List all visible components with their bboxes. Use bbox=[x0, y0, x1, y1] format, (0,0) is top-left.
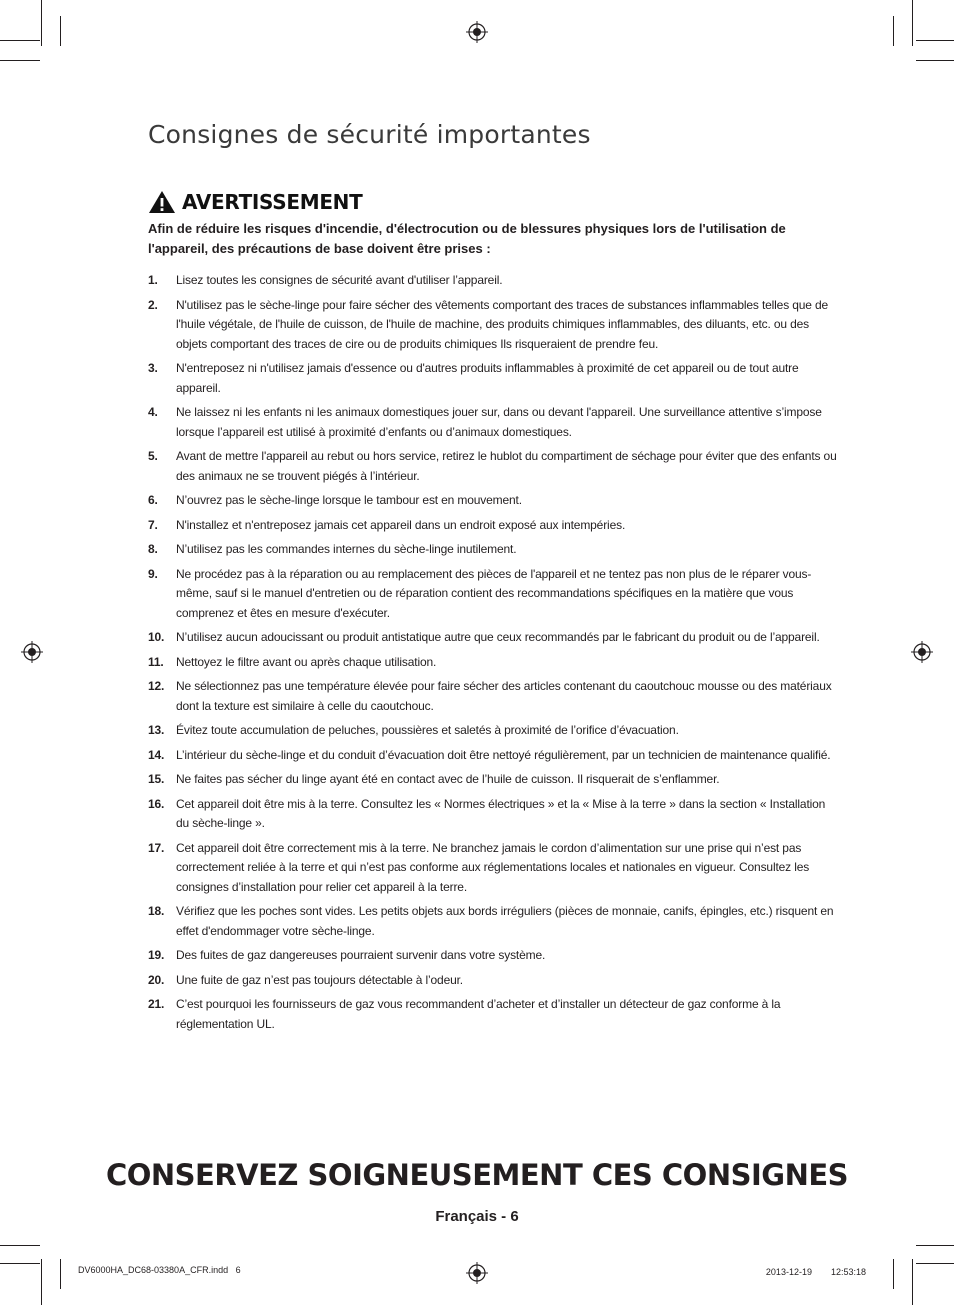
list-item bbox=[148, 403, 840, 442]
crop-mark-top-left-v2 bbox=[60, 16, 61, 46]
list-item-number: 4. bbox=[148, 405, 158, 419]
list-item bbox=[148, 359, 840, 398]
crop-mark-top-right-v2 bbox=[912, 0, 913, 46]
crop-mark-bottom-left-v2 bbox=[60, 1259, 61, 1289]
crop-mark-top-right-v bbox=[893, 16, 894, 46]
list-item bbox=[148, 839, 840, 898]
crop-mark-top-left-v bbox=[41, 0, 42, 46]
safety-rules-list bbox=[148, 271, 840, 1039]
list-item bbox=[148, 746, 840, 766]
list-item bbox=[148, 491, 840, 511]
list-item-number: 8. bbox=[148, 542, 158, 556]
list-item bbox=[148, 653, 840, 673]
list-item bbox=[148, 540, 840, 560]
print-slug-timestamp: 2013-12-19 12:53:18 bbox=[765, 1267, 866, 1277]
list-item-number: 14. bbox=[148, 747, 165, 762]
list-item bbox=[148, 296, 840, 355]
list-item-text: Ne sélectionnez pas une température élevée pour faire sécher des articles contenant du caoutchouc mousse ou des matériaux dont la texture est similaire à celle du caoutchouc. bbox=[176, 679, 832, 713]
list-item-number: 16. bbox=[148, 796, 165, 811]
list-item bbox=[148, 971, 840, 991]
crop-mark-bottom-right-v2 bbox=[912, 1259, 913, 1305]
list-item bbox=[148, 271, 840, 291]
list-item-number: 9. bbox=[148, 566, 158, 581]
list-item bbox=[148, 516, 840, 536]
list-item-number: 20. bbox=[148, 972, 165, 987]
list-item-number: 10. bbox=[148, 630, 165, 644]
list-item-number: 7. bbox=[148, 517, 158, 532]
registration-mark-icon bbox=[911, 641, 933, 663]
registration-mark-icon bbox=[466, 1262, 488, 1284]
list-item-number: 2. bbox=[148, 297, 158, 312]
list-item-text: N’utilisez pas les commandes internes du sèche-linge inutilement. bbox=[176, 542, 517, 556]
list-item-text: Évitez toute accumulation de peluches, poussières et saletés à proximité de l’orifice d’évacuation. bbox=[176, 723, 679, 737]
list-item-number: 5. bbox=[148, 449, 158, 463]
footer-banner: CONSERVEZ SOIGNEUSEMENT CES CONSIGNES bbox=[105, 1158, 849, 1192]
list-item bbox=[148, 770, 840, 790]
list-item-number: 21. bbox=[148, 997, 165, 1011]
list-item bbox=[148, 902, 840, 941]
crop-mark-bottom-right-h2 bbox=[916, 1263, 954, 1264]
list-item bbox=[148, 795, 840, 834]
list-item-number: 13. bbox=[148, 723, 165, 737]
list-item bbox=[148, 565, 840, 624]
print-slug-file: DV6000HA_DC68-03380A_CFR.indd 6 bbox=[78, 1265, 241, 1275]
warning-intro: Afin de réduire les risques d'incendie, d'électrocution ou de blessures physiques lors de l'utilisation de l'appareil, des précautions de base doivent être prises : bbox=[148, 221, 786, 256]
list-item bbox=[148, 447, 840, 486]
crop-mark-top-right-h bbox=[916, 40, 954, 41]
list-item-number: 1. bbox=[148, 273, 158, 287]
list-item-text: Lisez toutes les consignes de sécurité avant d'utiliser l’appareil. bbox=[176, 273, 503, 287]
warning-heading bbox=[148, 188, 362, 216]
list-item-number: 19. bbox=[148, 948, 165, 962]
list-item-number: 3. bbox=[148, 361, 158, 375]
list-item-text: Cet appareil doit être mis à la terre. Consultez les « Normes électriques » et la « Mise à la terre » dans la section « Installation du sèche-linge ». bbox=[176, 796, 826, 830]
list-item-text: Ne faites pas sécher du linge ayant été en contact avec de l’huile de cuisson. Il risquerait de s’enflammer. bbox=[176, 772, 720, 786]
list-item-text: Des fuites de gaz dangereuses pourraient survenir dans votre système. bbox=[176, 948, 546, 962]
page-title: Consignes de sécurité importantes bbox=[148, 120, 591, 149]
crop-mark-top-right-h2 bbox=[916, 60, 954, 61]
list-item-number: 17. bbox=[148, 840, 165, 855]
warning-triangle-icon bbox=[148, 190, 176, 214]
crop-mark-top-left-h2 bbox=[0, 60, 40, 61]
list-item-number: 11. bbox=[148, 654, 164, 669]
list-item bbox=[148, 628, 840, 648]
list-item bbox=[148, 946, 840, 966]
list-item-text: Avant de mettre l'appareil au rebut ou hors service, retirez le hublot du compartiment de séchage pour éviter que des enfants ou des animaux ne se trouvent piégés à l’intérieur. bbox=[176, 449, 837, 483]
list-item-number: 6. bbox=[148, 493, 158, 507]
crop-mark-bottom-right-h bbox=[916, 1245, 954, 1246]
registration-mark-icon bbox=[466, 21, 488, 43]
list-item-text: N'installez et n'entreposez jamais cet appareil dans un endroit exposé aux intempéries. bbox=[176, 517, 626, 532]
registration-mark-icon bbox=[21, 641, 43, 663]
list-item-text: Ne procédez pas à la réparation ou au remplacement des pièces de l'appareil et ne tentez pas non plus de le réparer vous-même, sauf si le manuel d'entretien ou de réparation contient des recommandations spécifiques en la matière que vous comprenez et êtes en mesure d'exécuter. bbox=[176, 566, 812, 620]
list-item-text: Une fuite de gaz n’est pas toujours détectable à l’odeur. bbox=[176, 972, 463, 987]
list-item bbox=[148, 677, 840, 716]
list-item-text: N'entreposez ni n'utilisez jamais d'essence ou d'autres produits inflammables à proximité de cet appareil ou de tout autre appareil. bbox=[176, 361, 799, 395]
list-item-text: N’ouvrez pas le sèche-linge lorsque le tambour est en mouvement. bbox=[176, 493, 522, 507]
crop-mark-bottom-left-v bbox=[41, 1259, 42, 1305]
list-item-text: Nettoyez le filtre avant ou après chaque utilisation. bbox=[176, 654, 437, 669]
list-item bbox=[148, 995, 840, 1034]
list-item-text: Cet appareil doit être correctement mis à la terre. Ne branchez jamais le cordon d’alimentation sur une prise qui n’est pas correctement reliée à la terre et qui n’est pas conforme aux réglementations locales et nationales en vigueur. Consultez les consignes d’installation pour relier cet appareil à la terre. bbox=[176, 840, 810, 894]
list-item-text: Ne laissez ni les enfants ni les animaux domestiques jouer sur, dans ou devant l'appareil. Une surveillance attentive s’impose lorsque l’appareil est utilisé à proximité d’enfants ou d’animaux domestiques. bbox=[176, 405, 822, 439]
warning-label: AVERTISSEMENT bbox=[182, 190, 363, 214]
list-item-number: 18. bbox=[148, 904, 165, 918]
list-item-text: C’est pourquoi les fournisseurs de gaz vous recommandent d’acheter et d’installer un détecteur de gaz conforme à la réglementation UL. bbox=[176, 997, 781, 1031]
list-item-text: L’intérieur du sèche-linge et du conduit d’évacuation doit être nettoyé régulièrement, par un technicien de maintenance qualifié. bbox=[176, 747, 831, 762]
list-item-text: Vérifiez que les poches sont vides. Les petits objets aux bords irréguliers (pièces de monnaie, canifs, épingles, etc.) risquent en effet d'endommager votre sèche-linge. bbox=[176, 904, 834, 938]
list-item-text: N’utilisez aucun adoucissant ou produit antistatique autre que ceux recommandés par le fabricant du produit ou de l’appareil. bbox=[176, 630, 820, 644]
list-item-number: 15. bbox=[148, 772, 165, 786]
list-item-text: N'utilisez pas le sèche-linge pour faire sécher des vêtements comportant des traces de substances inflammables telles que de l'huile végétale, de l'huile de cuisson, de l'huile de machine, des produits chimiques inflammables, des diluants, etc. ou des objets comportant des traces de cire ou de produits chimiques Ils risqueraient de prendre feu. bbox=[176, 297, 829, 351]
list-item-number: 12. bbox=[148, 679, 165, 693]
crop-mark-top-left-h bbox=[0, 40, 40, 41]
crop-mark-bottom-left-h bbox=[0, 1245, 40, 1246]
list-item bbox=[148, 721, 840, 741]
page-number: Français - 6 bbox=[435, 1208, 519, 1225]
crop-mark-bottom-left-h2 bbox=[0, 1263, 40, 1264]
crop-mark-bottom-right-v bbox=[893, 1259, 894, 1289]
